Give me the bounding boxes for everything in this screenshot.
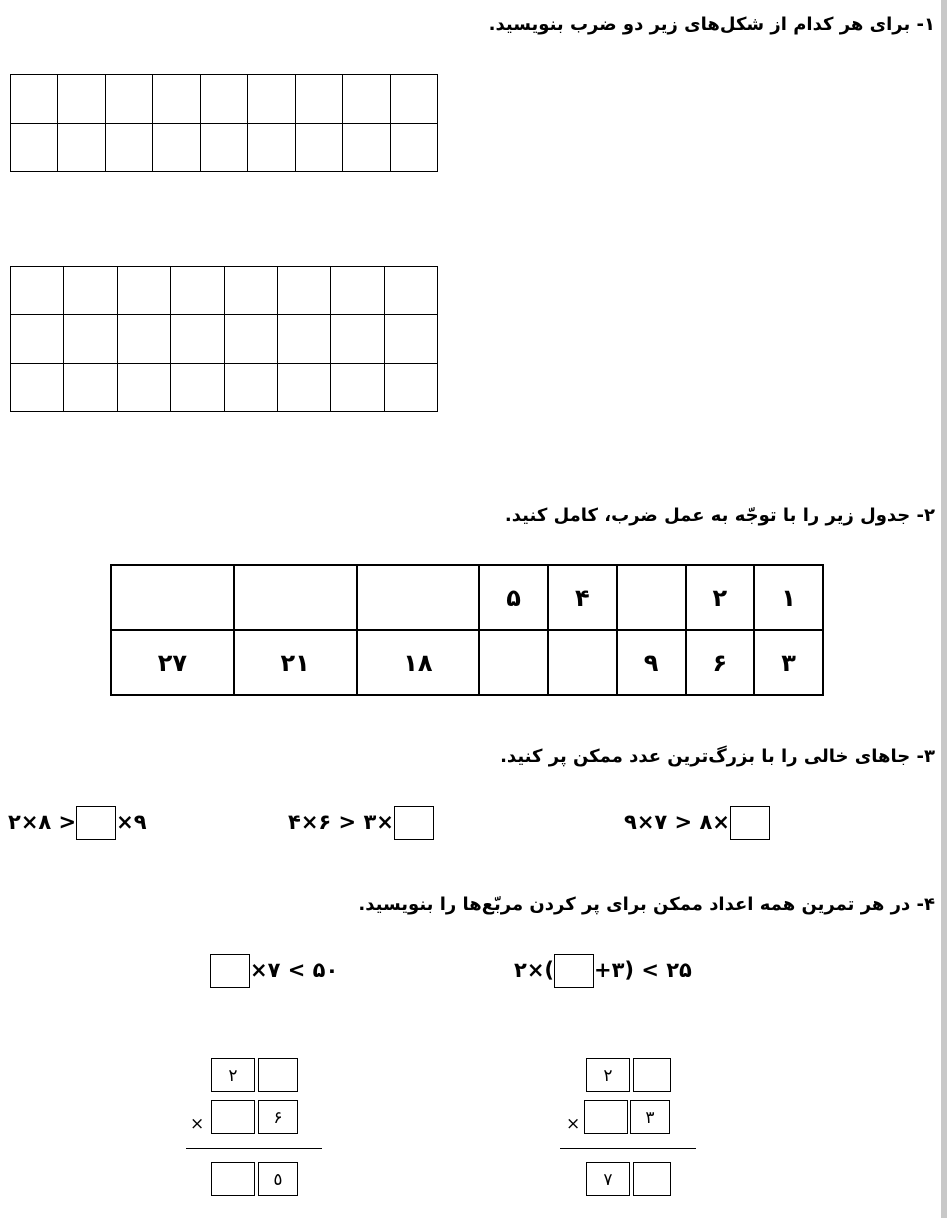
table-cell[interactable]: ۲۱ [234,630,357,695]
table-row [111,565,823,630]
table-cell[interactable] [479,630,548,695]
answer-box[interactable] [76,806,116,840]
digit-box: ۷ [586,1162,630,1196]
table-cell[interactable]: ۲ [686,565,755,630]
answer-box[interactable] [730,806,770,840]
table-row [111,630,823,695]
inequality-1 [8,806,147,840]
table-cell[interactable] [548,630,617,695]
digit-box: ۶ [258,1100,298,1134]
answer-box[interactable] [258,1058,298,1092]
answer-box[interactable] [211,1100,255,1134]
table-cell[interactable] [357,565,480,630]
question-3-title: ۳- جاهای خالی را با بزرگ‌ترین عدد ممکن پر کنید. [500,746,935,767]
sum-line [560,1148,696,1149]
sum-line [186,1148,322,1149]
table-cell[interactable]: ۱۸ [357,630,480,695]
inequality-2 [288,806,434,840]
times-sign: × [566,1114,581,1134]
question-4-title: ۴- در هر تمرین همه اعداد ممکن برای پر کردن مربّع‌ها را بنویسید. [358,894,935,915]
question-1-title: ۱- برای هر کدام از شکل‌های زیر دو ضرب بنویسید. [488,14,935,35]
table-cell[interactable] [111,565,234,630]
table-cell[interactable] [617,565,686,630]
digit-box: ۳ [630,1100,670,1134]
inequality-5-right: +۳) < ۲۵ [594,958,692,982]
table-cell[interactable]: ۹ [617,630,686,695]
answer-box[interactable] [210,954,250,988]
answer-box[interactable] [394,806,434,840]
table-cell[interactable]: ۳ [754,630,823,695]
answer-box[interactable] [633,1162,671,1196]
table-cell[interactable]: ۴ [548,565,617,630]
digit-box: ۲ [586,1058,630,1092]
answer-box[interactable] [211,1162,255,1196]
inequality-3 [624,806,770,840]
answer-box[interactable] [584,1100,628,1134]
inequality-4 [210,954,338,988]
multiplication-table [110,564,824,696]
table-cell[interactable]: ۵ [479,565,548,630]
inequality-3-left: ۹×۷ > ۸× [624,810,730,834]
inequality-1-right: ×۹ [116,810,147,834]
inequality-1-left: ۲×۸ > [8,810,77,834]
question-2-title: ۲- جدول زیر را با توجّه به عمل ضرب، کامل کنید. [504,505,935,526]
digit-box: ٥ [258,1162,298,1196]
table-cell[interactable] [234,565,357,630]
table-cell[interactable]: ۶ [686,630,755,695]
grid-2x9 [10,74,438,172]
inequality-4-right: ×۷ < ۵۰ [250,958,339,982]
digit-box: ۲ [211,1058,255,1092]
inequality-5-left: ۲×( [514,958,555,982]
inequality-2-left: ۴×۶ > ۳× [288,810,394,834]
answer-box[interactable] [633,1058,671,1092]
times-sign: × [190,1114,205,1134]
table-cell[interactable]: ۱ [754,565,823,630]
table-cell[interactable]: ۲۷ [111,630,234,695]
inequality-5 [514,954,692,988]
grid-3x8 [10,266,438,412]
answer-box[interactable] [554,954,594,988]
right-edge-bar [941,0,947,1218]
